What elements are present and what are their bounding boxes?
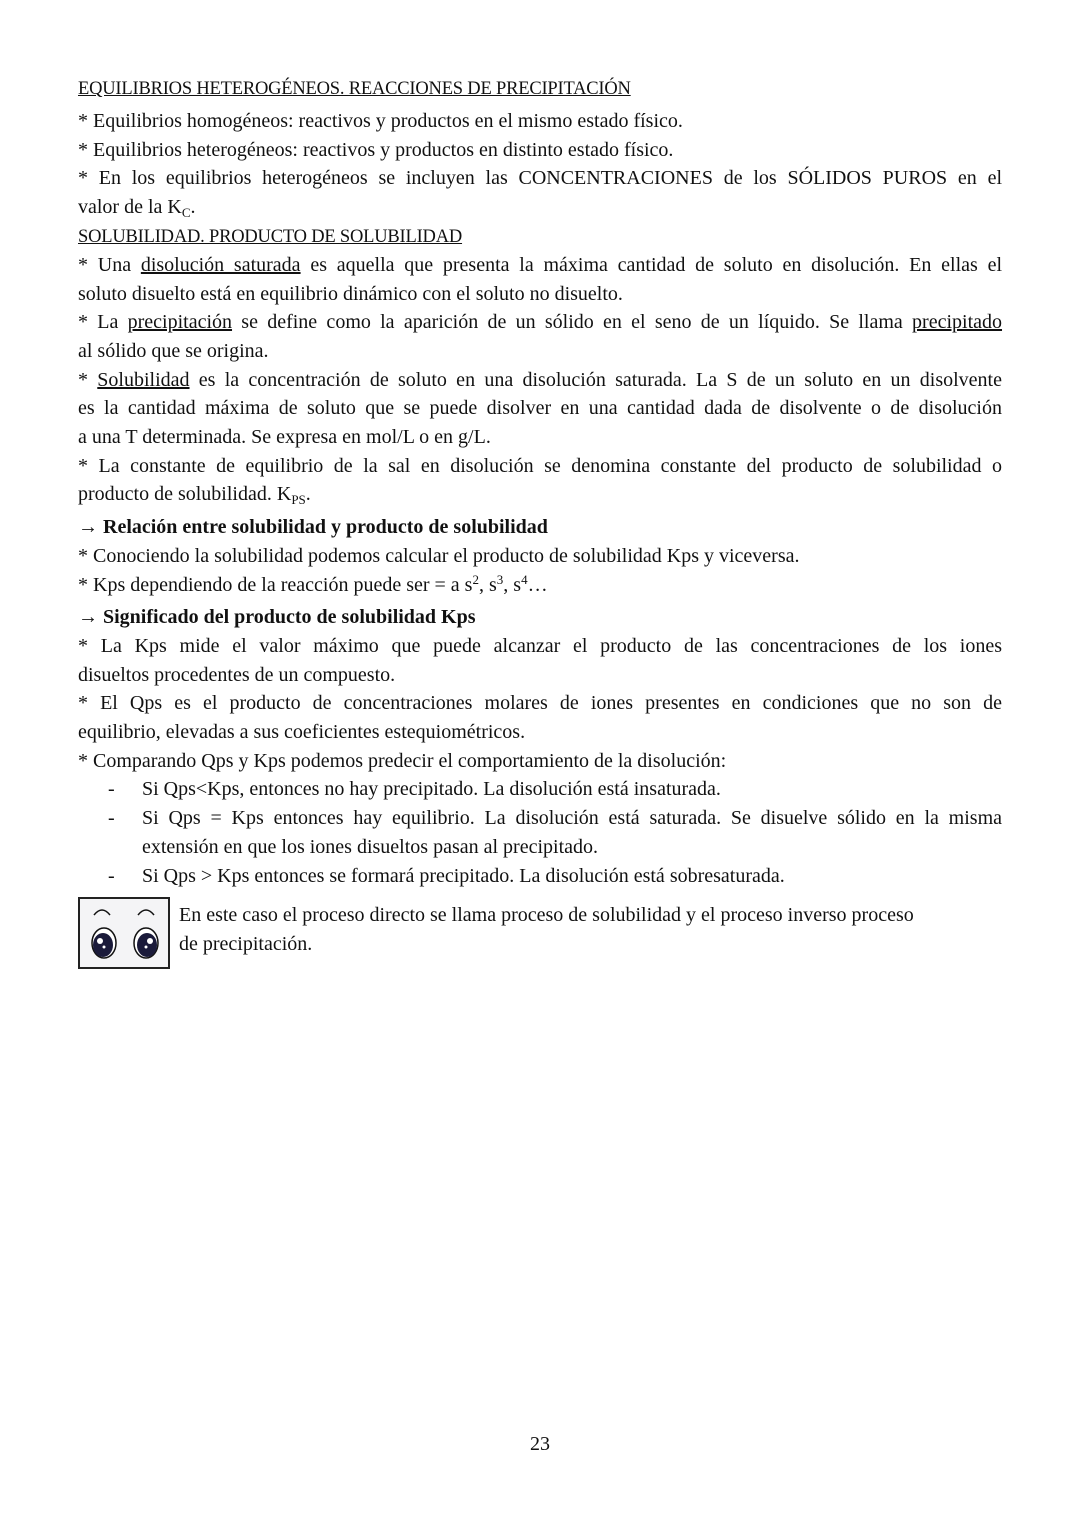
text-line bbox=[78, 366, 1002, 395]
text-line: Si Qps<Kps, entonces no hay precipitado. La disolución está insaturada. bbox=[142, 778, 721, 801]
note-line: En este caso el proceso directo se llama proceso de solubilidad y el proceso inverso proceso bbox=[179, 904, 914, 927]
underlined-term: precipitación bbox=[127, 311, 233, 334]
text: … bbox=[527, 573, 548, 596]
text: . bbox=[305, 483, 311, 506]
underlined-term: Solubilidad bbox=[97, 368, 190, 391]
text-line: * La constante de equilibrio de la sal en disolución se denomina constante del producto de solubilidad o bbox=[78, 454, 1002, 477]
text: es aquella que presenta la máxima cantidad de soluto en disolución. En ellas el bbox=[300, 253, 1003, 276]
dash-bullet: - bbox=[108, 778, 115, 801]
text-line bbox=[78, 193, 1002, 222]
page-number: 23 bbox=[530, 1433, 550, 1455]
underlined-term: precipitado bbox=[912, 311, 1003, 334]
text: se define como la aparición de un sólido en el seno de un líquido. Se llama bbox=[232, 311, 913, 334]
text: * bbox=[78, 368, 98, 391]
text-line: * La Kps mide el valor máximo que puede alcanzar el producto de las concentraciones de los iones bbox=[78, 634, 1002, 657]
text-line bbox=[78, 480, 1002, 509]
text-line: * Equilibrios heterogéneos: reactivos y productos en distinto estado físico. bbox=[78, 138, 674, 161]
text-line: Si Qps > Kps entonces se formará precipitado. La disolución está sobresaturada. bbox=[142, 864, 785, 887]
text-line bbox=[78, 571, 1002, 600]
text-line: * Conociendo la solubilidad podemos calcular el producto de solubilidad Kps y viceversa. bbox=[78, 544, 800, 567]
underlined-term: disolución saturada bbox=[140, 253, 301, 276]
text-line: soluto disuelto está en equilibrio dinámico con el soluto no disuelto. bbox=[78, 282, 623, 305]
document-page bbox=[78, 76, 1002, 969]
superscript: 3 bbox=[496, 571, 504, 587]
superscript: 2 bbox=[472, 571, 479, 587]
dash-bullet: - bbox=[108, 807, 115, 830]
text-line: Si Qps = Kps entonces hay equilibrio. La disolución está saturada. Se disuelve sólido en la misma bbox=[142, 807, 1002, 830]
text: es la concentración de soluto en una disolución saturada. La S de un soluto en un disolvente bbox=[189, 368, 1002, 391]
section-heading-solubilidad: SOLUBILIDAD. PRODUCTO DE SOLUBILIDAD bbox=[78, 226, 463, 247]
text-line: equilibrio, elevadas a sus coeficientes estequiométricos. bbox=[78, 721, 526, 744]
text-line bbox=[78, 308, 1002, 337]
text-line: * El Qps es el producto de concentraciones molares de iones presentes en condiciones que no son de bbox=[78, 692, 1002, 715]
section-heading-equilibrios: EQUILIBRIOS HETEROGÉNEOS. REACCIONES DE PRECIPITACIÓN bbox=[78, 79, 631, 99]
text: * Una bbox=[78, 253, 141, 276]
list-item bbox=[78, 775, 1002, 804]
text-line bbox=[78, 251, 1002, 280]
text: , s bbox=[503, 573, 522, 596]
text-line: * En los equilibrios heterogéneos se incluyen las CONCENTRACIONES de los SÓLIDOS PUROS en el bbox=[78, 167, 1002, 190]
text-line: * Equilibrios homogéneos: reactivos y productos en el mismo estado físico. bbox=[78, 110, 683, 132]
text-line: extensión en que los iones disueltos pasan al precipitado. bbox=[142, 835, 599, 858]
text: . bbox=[190, 196, 196, 219]
subheading-relacion: → Relación entre solubilidad y producto de solubilidad bbox=[78, 516, 548, 539]
note-line: de precipitación. bbox=[179, 932, 313, 955]
text: , s bbox=[478, 573, 497, 596]
text: valor de la K bbox=[78, 196, 182, 219]
cartoon-eyes-icon bbox=[78, 897, 170, 969]
subscript: C bbox=[181, 205, 191, 221]
note-box bbox=[78, 897, 1002, 969]
subheading-significado: → Significado del producto de solubilidad Kps bbox=[78, 606, 476, 629]
text: * La bbox=[78, 311, 128, 334]
text: * Kps dependiendo de la reacción puede ser = a s bbox=[78, 573, 473, 596]
superscript: 4 bbox=[521, 571, 528, 587]
text-line: disueltos procedentes de un compuesto. bbox=[78, 663, 396, 686]
text: producto de solubilidad. K bbox=[78, 483, 292, 506]
list-item bbox=[78, 862, 1002, 891]
text-line: a una T determinada. Se expresa en mol/L o en g/L. bbox=[78, 426, 491, 449]
text-line: al sólido que se origina. bbox=[78, 339, 269, 362]
dash-bullet: - bbox=[108, 864, 115, 887]
subscript: PS bbox=[291, 492, 306, 508]
list-item bbox=[78, 804, 1002, 861]
text-line: * Comparando Qps y Kps podemos predecir el comportamiento de la disolución: bbox=[78, 749, 727, 772]
text-line: es la cantidad máxima de soluto que se puede disolver en una cantidad dada de disolvente o de disolución bbox=[78, 397, 1002, 420]
